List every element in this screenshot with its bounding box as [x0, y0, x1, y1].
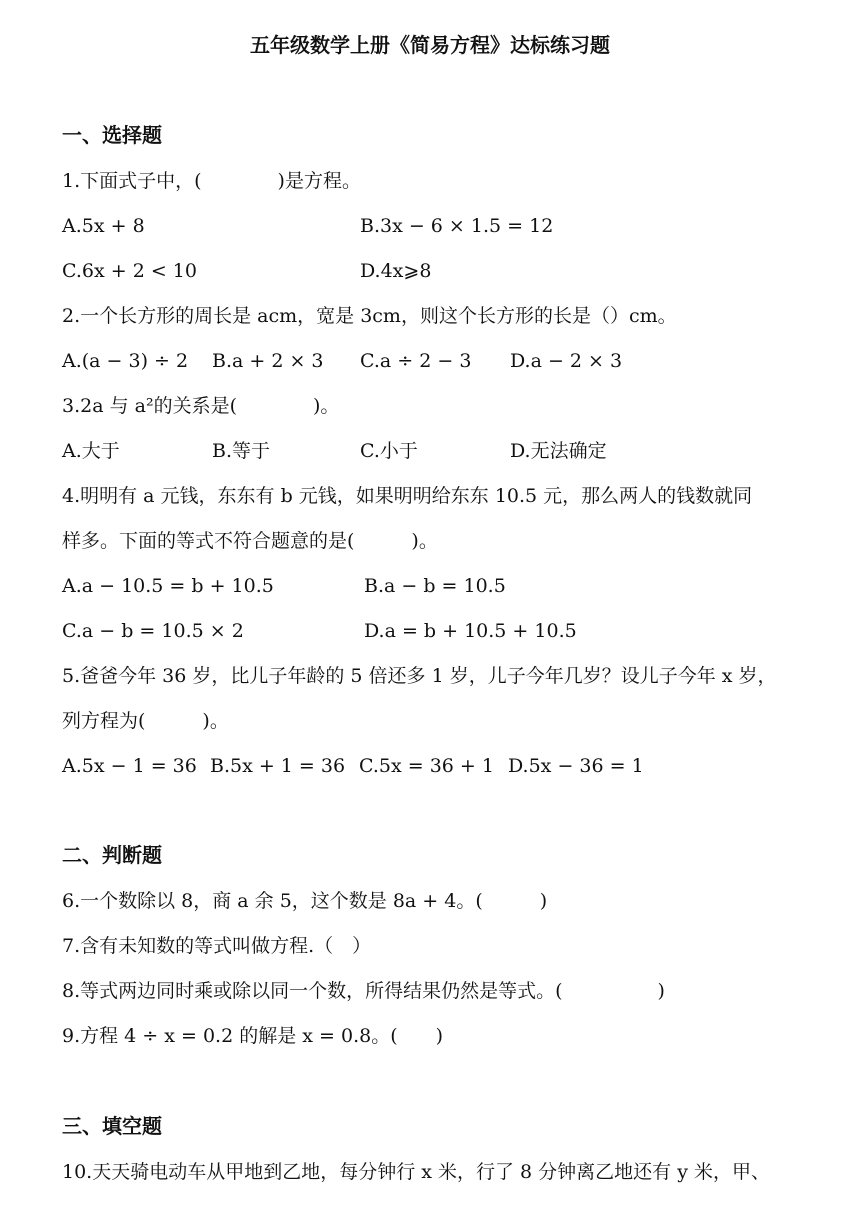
- question-3-text: 3.2a 与 a²的关系是( )。: [62, 395, 340, 417]
- option-5a: A.5x − 1 = 36: [62, 755, 197, 777]
- option-4a: A.a − 10.5 = b + 10.5: [62, 575, 274, 597]
- question-6-text: 6.一个数除以 8，商 a 余 5，这个数是 8a + 4。( ): [62, 890, 548, 912]
- question-10-text: 10.天天骑电动车从甲地到乙地，每分钟行 x 米，行了 8 分钟离乙地还有 y 米，甲、: [62, 1161, 770, 1183]
- option-3a: A.大于: [62, 440, 120, 462]
- option-4b: B.a − b = 10.5: [364, 575, 506, 597]
- option-3c: C.小于: [360, 440, 418, 462]
- question-8-text: 8.等式两边同时乘或除以同一个数，所得结果仍然是等式。( ): [62, 980, 665, 1002]
- option-5b: B.5x + 1 = 36: [210, 755, 346, 777]
- option-2d: D.a − 2 × 3: [510, 350, 623, 372]
- option-2c: C.a ÷ 2 − 3: [360, 350, 472, 372]
- question-5-text-line-2: 列方程为( )。: [62, 710, 229, 732]
- question-9-text: 9.方程 4 ÷ x = 0.2 的解是 x = 0.8。( ): [62, 1025, 444, 1047]
- question-1-text: 1.下面式子中，( )是方程。: [62, 170, 361, 192]
- question-7-text: 7.含有未知数的等式叫做方程.（ ）: [62, 935, 372, 957]
- section-choice-heading: 一、选择题: [62, 123, 162, 147]
- question-4-text-line-2: 样多。下面的等式不符合题意的是( )。: [62, 530, 438, 552]
- page-title: 五年级数学上册《简易方程》达标练习题: [250, 33, 610, 57]
- option-4c: C.a − b = 10.5 × 2: [62, 620, 244, 642]
- option-1b: B.3x − 6 × 1.5 = 12: [360, 215, 554, 237]
- option-5c: C.5x = 36 + 1: [359, 755, 494, 777]
- option-1d: D.4x⩾8: [360, 260, 432, 282]
- option-4d: D.a = b + 10.5 + 10.5: [364, 620, 577, 642]
- question-5-text-line-1: 5.爸爸今年 36 岁，比儿子年龄的 5 倍还多 1 岁，儿子今年几岁？设儿子今年 x 岁，: [62, 665, 777, 687]
- option-3b: B.等于: [212, 440, 271, 462]
- option-3d: D.无法确定: [510, 440, 607, 462]
- section-judge-heading: 二、判断题: [62, 843, 162, 867]
- question-4-text-line-1: 4.明明有 a 元钱，东东有 b 元钱，如果明明给东东 10.5 元，那么两人的钱数就同: [62, 485, 753, 507]
- option-5d: D.5x − 36 = 1: [508, 755, 644, 777]
- section-fill-heading: 三、填空题: [62, 1114, 162, 1138]
- option-2a: A.(a − 3) ÷ 2: [62, 350, 189, 372]
- option-2b: B.a + 2 × 3: [212, 350, 324, 372]
- option-1a: A.5x + 8: [62, 215, 145, 237]
- question-2-text: 2.一个长方形的周长是 acm，宽是 3cm，则这个长方形的长是（）cm。: [62, 305, 677, 327]
- option-1c: C.6x + 2 < 10: [62, 260, 197, 282]
